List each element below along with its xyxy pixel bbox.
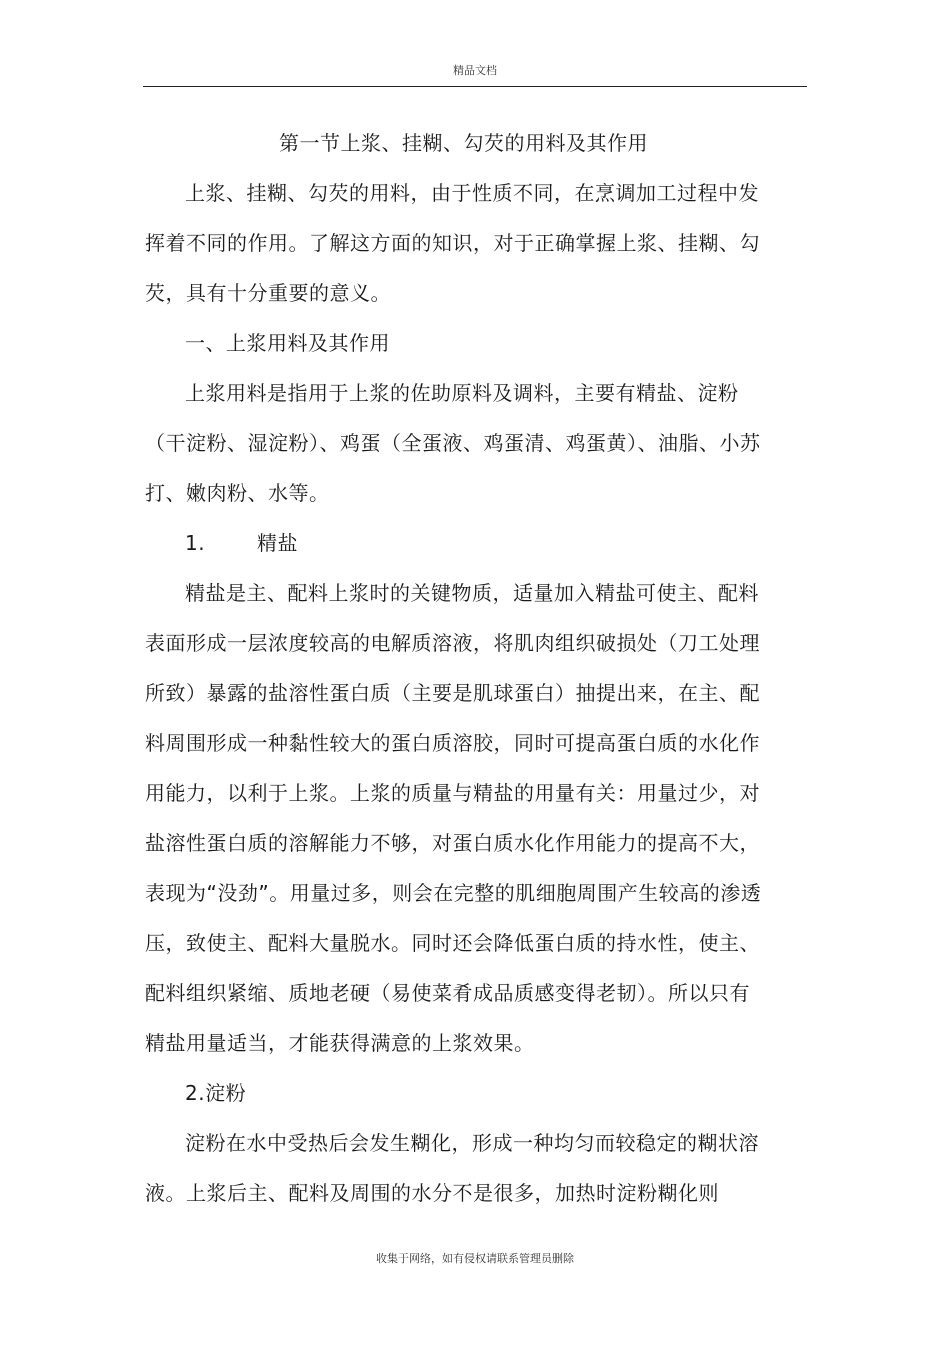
page-footer: 收集于网络，如有侵权请联系管理员删除 bbox=[376, 1252, 574, 1265]
page-header: 精品文档 bbox=[453, 64, 497, 77]
header-divider bbox=[143, 86, 807, 87]
item2-paragraph: 淀粉在水中受热后会发生糊化，形成一种均匀而较稳定的糊状溶液。上浆后主、配料及周围的水分不是很多，加热时淀粉糊化则 bbox=[145, 1131, 759, 1205]
section1-heading: 一、上浆用料及其作用 bbox=[185, 331, 390, 355]
section1-paragraph: 上浆用料是指用于上浆的佐助原料及调料，主要有精盐、淀粉（干淀粉、湿淀粉）、鸡蛋（全蛋液、鸡蛋清、鸡蛋黄）、油脂、小苏打、嫩肉粉、水等。 bbox=[145, 381, 761, 505]
section-title: 第一节上浆、挂糊、勾芡的用料及其作用 bbox=[279, 131, 648, 155]
intro-paragraph: 上浆、挂糊、勾芡的用料，由于性质不同，在烹调加工过程中发挥着不同的作用。了解这方面的知识，对于正确掌握上浆、挂糊、勾芡，具有十分重要的意义。 bbox=[145, 181, 760, 305]
item1-label: 精盐 bbox=[257, 531, 298, 555]
item1-paragraph: 精盐是主、配料上浆时的关键物质，适量加入精盐可使主、配料表面形成一层浓度较高的电解质溶液，将肌肉组织破损处（刀工处理所致）暴露的盐溶性蛋白质（主要是肌球蛋白）抽提出来，在主、配料周围形成一种黏性较大的蛋白质溶胶，同时可提高蛋白质的水化作用能力，以利于上浆。上浆的质量与精盐的用量有关：用量过少，对盐溶性蛋白质的溶解能力不够，对蛋白质水化作用能力的提高不大，表现为“没劲”。用量过多，则会在完整的肌细胞周围产生较高的渗透压，致使主、配料大量脱水。同时还会降低蛋白质的持水性，使主、配料组织紧缩、质地老硬（易使菜肴成品质感变得老韧）。所以只有精盐用量适当，才能获得满意的上浆效果。 bbox=[145, 581, 762, 1055]
item1-number: 1. bbox=[185, 531, 206, 555]
item2-heading: 2.淀粉 bbox=[185, 1081, 247, 1105]
document-body bbox=[145, 118, 770, 1218]
item1-heading bbox=[145, 518, 770, 568]
